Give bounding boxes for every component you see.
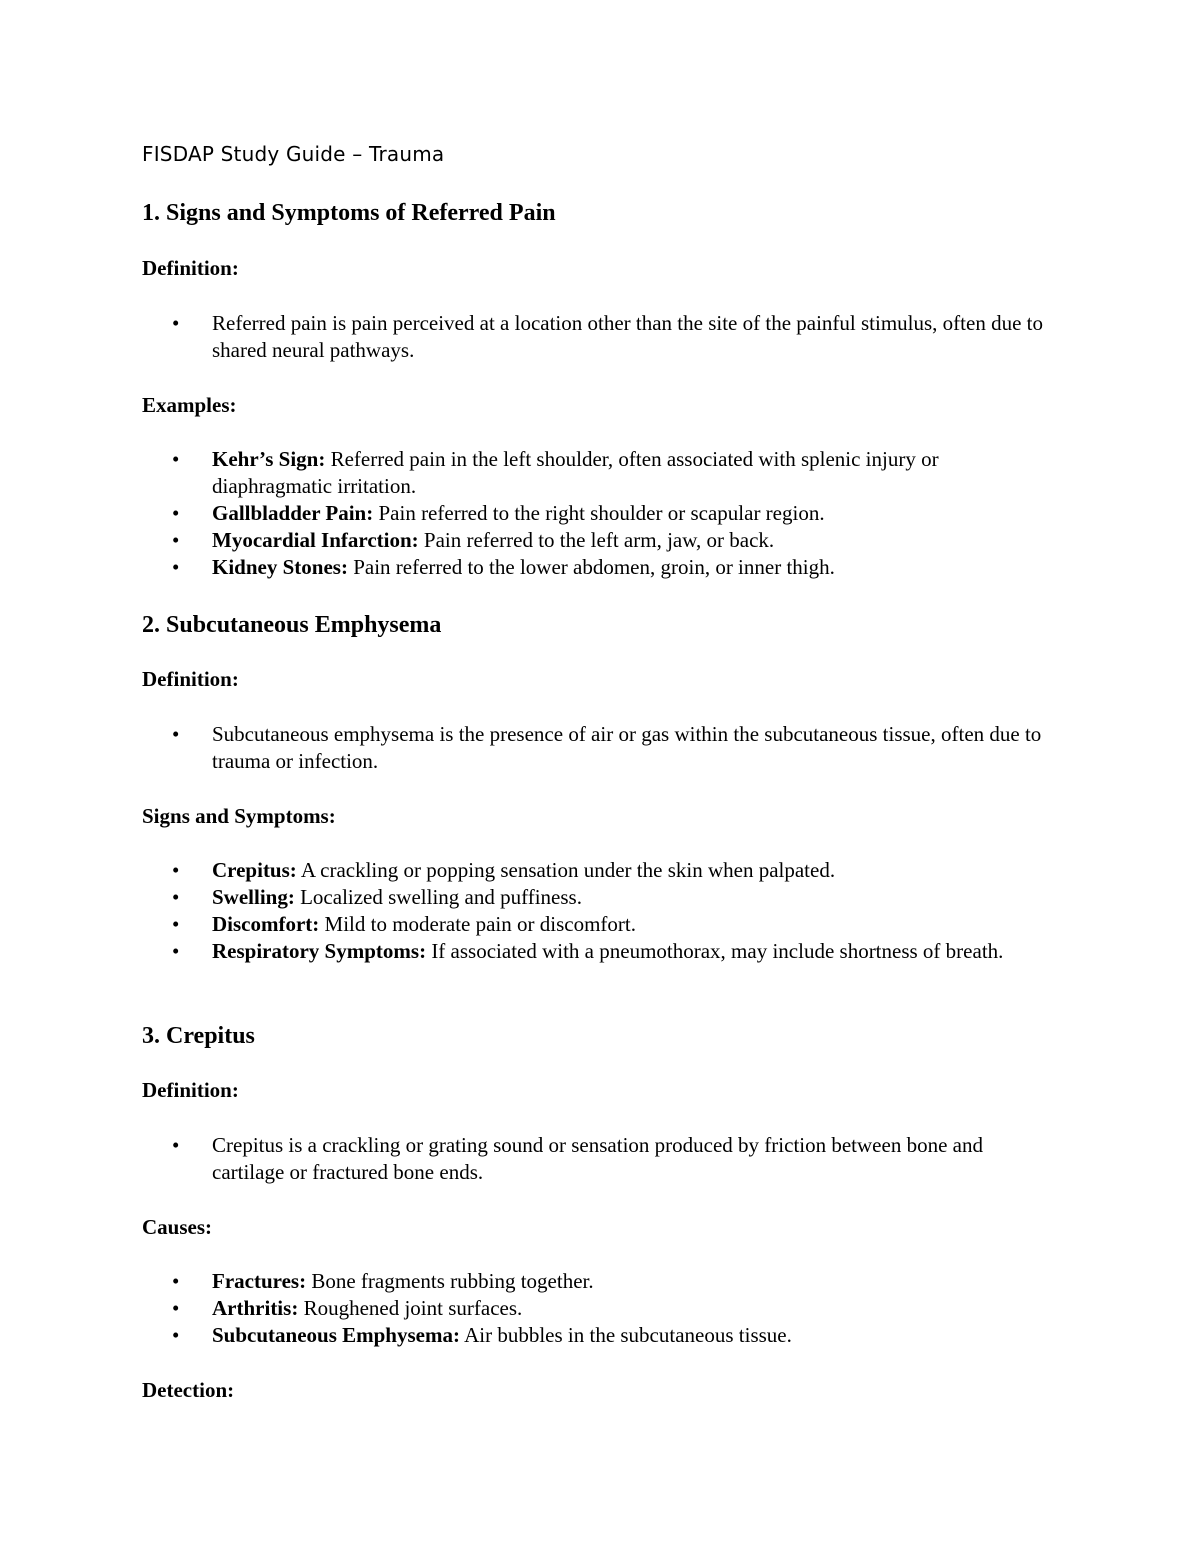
section-heading-referred-pain: 1. Signs and Symptoms of Referred Pain [142, 200, 556, 226]
bullet-icon: • [172, 885, 180, 909]
signs-symptoms-label: Signs and Symptoms: [142, 804, 336, 828]
bullet-icon: • [172, 912, 180, 936]
detection-label: Detection: [142, 1378, 235, 1402]
item-term: Swelling: [212, 885, 295, 909]
definition-list [172, 1132, 1052, 1186]
bullet-icon: • [172, 555, 180, 579]
item-text: If associated with a pneumothorax, may include shortness of breath. [431, 939, 1004, 963]
item-text: Roughened joint surfaces. [303, 1296, 523, 1320]
bullet-icon: • [172, 1133, 180, 1157]
bullet-icon: • [172, 447, 180, 471]
list-item [172, 1295, 1052, 1322]
bullet-icon: • [172, 1296, 180, 1320]
bullet-icon: • [172, 501, 180, 525]
list-item [172, 500, 1052, 527]
definition-text: Referred pain is pain perceived at a location other than the site of the painful stimulus, often due to shared neural pathways. [212, 311, 1043, 362]
item-term: Myocardial Infarction: [212, 528, 419, 552]
examples-list [172, 446, 1052, 581]
causes-list [172, 1268, 1052, 1349]
definition-label: Definition: [142, 667, 239, 691]
signs-symptoms-list [172, 857, 1052, 965]
item-term: Subcutaneous Emphysema: [212, 1323, 460, 1347]
item-term: Arthritis: [212, 1296, 299, 1320]
list-item [172, 938, 1052, 965]
item-term: Gallbladder Pain: [212, 501, 374, 525]
section-heading-crepitus: 3. Crepitus [142, 1023, 255, 1049]
item-text: Mild to moderate pain or discomfort. [324, 912, 636, 936]
bullet-icon: • [172, 1269, 180, 1293]
bullet-icon: • [172, 528, 180, 552]
definition-text: Crepitus is a crackling or grating sound or sensation produced by friction between bone and cartilage or fractured bone ends. [212, 1133, 983, 1184]
list-item [172, 884, 1052, 911]
list-item [172, 1132, 1052, 1186]
item-term: Kehr’s Sign: [212, 447, 326, 471]
bullet-icon: • [172, 311, 180, 335]
list-item [172, 857, 1052, 884]
list-item [172, 911, 1052, 938]
list-item [172, 310, 1052, 364]
list-item [172, 1322, 1052, 1349]
item-term: Kidney Stones: [212, 555, 348, 579]
item-text: Pain referred to the left arm, jaw, or back. [423, 528, 775, 552]
bullet-icon: • [172, 722, 180, 746]
section-heading-subcutaneous-emphysema: 2. Subcutaneous Emphysema [142, 612, 442, 638]
bullet-icon: • [172, 939, 180, 963]
causes-label: Causes: [142, 1215, 213, 1239]
definition-text: Subcutaneous emphysema is the presence of air or gas within the subcutaneous tissue, often due to trauma or infection. [212, 722, 1042, 773]
item-text: Referred pain in the left shoulder, often associated with splenic injury or diaphragmatic irritation. [212, 447, 939, 498]
list-item [172, 446, 1052, 500]
item-term: Discomfort: [212, 912, 320, 936]
definition-label: Definition: [142, 256, 239, 280]
list-item [172, 527, 1052, 554]
list-item [172, 554, 1052, 581]
definition-label: Definition: [142, 1078, 239, 1102]
definition-list [172, 721, 1052, 775]
bullet-icon: • [172, 858, 180, 882]
list-item [172, 1268, 1052, 1295]
definition-list [172, 310, 1052, 364]
item-text: Bone fragments rubbing together. [311, 1269, 594, 1293]
item-term: Crepitus: [212, 858, 297, 882]
item-term: Respiratory Symptoms: [212, 939, 427, 963]
item-text: Pain referred to the right shoulder or scapular region. [378, 501, 825, 525]
examples-label: Examples: [142, 393, 237, 417]
document-title: FISDAP Study Guide – Trauma [142, 142, 445, 166]
item-text: Localized swelling and puffiness. [300, 885, 582, 909]
item-text: A crackling or popping sensation under the skin when palpated. [300, 858, 836, 882]
list-item [172, 721, 1052, 775]
item-text: Pain referred to the lower abdomen, groin, or inner thigh. [353, 555, 835, 579]
item-text: Air bubbles in the subcutaneous tissue. [464, 1323, 792, 1347]
bullet-icon: • [172, 1323, 180, 1347]
item-term: Fractures: [212, 1269, 307, 1293]
